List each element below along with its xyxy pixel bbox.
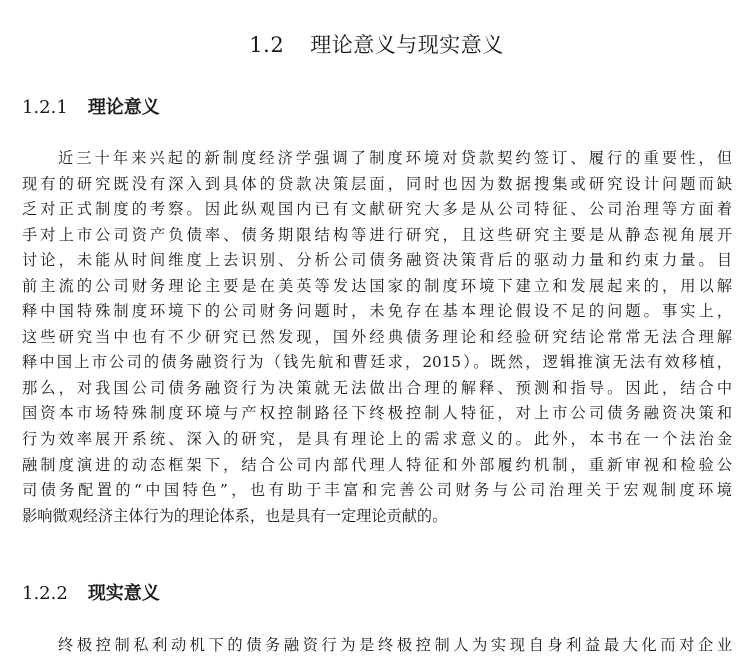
paragraph-line: 那么，对我国公司债务融资行为决策就无法做出合理的解释、预测和指导。因此，结合中: [22, 378, 732, 397]
paragraph-line: 国资本市场特殊制度环境与产权控制路径下终极控制人特征，对上市公司债务融资决策和: [22, 404, 732, 423]
paragraph-theoretical: [22, 146, 732, 529]
paragraph-line: 近三十年来兴起的新制度经济学强调了制度环境对贷款契约签订、履行的重要性，但: [58, 149, 732, 167]
paragraph-line: 讨论，未能从时间维度上去识别、分析公司债务融资决策背后的驱动力量和约束力量。目: [22, 251, 732, 270]
section-title-text: 理论意义与现实意义: [310, 33, 504, 57]
paragraph-line: 乏对正式制度的考察。因此纵观国内已有文献研究大多是从公司特征、公司治理等方面着: [22, 200, 732, 219]
subsection-number: 1.2.1: [22, 97, 68, 118]
section-number: 1.2: [249, 33, 285, 57]
subsection-number: 1.2.2: [22, 583, 68, 604]
subsection-title-text: 理论意义: [87, 97, 160, 118]
paragraph-line: 终极控制私利动机下的债务融资行为是终极控制人为实现自身利益最大化而对企业: [58, 636, 732, 654]
subsection-heading-theoretical: [22, 95, 160, 121]
subsection-title-text: 现实意义: [87, 583, 160, 604]
section-heading: [0, 30, 753, 60]
paragraph-line: 释中国上市公司的债务融资行为（钱先航和曹廷求，2015）。既然，逻辑推演无法有效移植，: [22, 353, 732, 372]
paragraph-line: 行为效率展开系统、深入的研究，是具有理论上的需求意义的。此外，本书在一个法治金: [22, 430, 732, 449]
paragraph-line: 前主流的公司财务理论主要是在美英等发达国家的制度环境下建立和发展起来的，用以解: [22, 276, 732, 295]
paragraph-line: 司债务配置的“中国特色”，也有助于丰富和完善公司财务与公司治理关于宏观制度环境: [22, 481, 732, 500]
paragraph-line: 释中国特殊制度环境下的公司财务问题时，未免存在基本理论假设不足的问题。事实上，: [22, 302, 732, 321]
subsection-heading-practical: [22, 581, 160, 607]
paragraph-line: 这些研究当中也有不少研究已然发现，国外经典债务理论和经验研究结论常常无法合理解: [22, 327, 732, 346]
paragraph-line: 现有的研究既没有深入到具体的贷款决策层面，同时也因为数据搜集或研究设计问题而缺: [22, 174, 732, 193]
paragraph-practical: [22, 633, 732, 659]
paragraph-line: 融制度演进的动态框架下，结合公司内部代理人特征和外部履约机制，重新审视和检验公: [22, 455, 732, 474]
paragraph-line: 手对上市公司资产负债率、债务期限结构等进行研究，且这些研究主要是从静态视角展开: [22, 225, 732, 244]
paragraph-line: 影响微观经济主体行为的理论体系，也是具有一定理论贡献的。: [22, 506, 448, 525]
